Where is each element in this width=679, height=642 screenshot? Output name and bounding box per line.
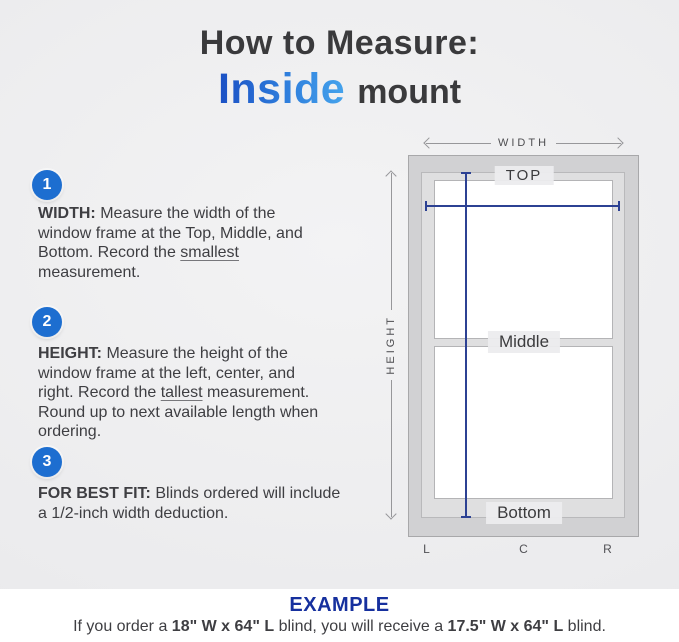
step-1-line-2: window frame at the Top, Middle, and xyxy=(38,224,303,242)
example-received-size: 17.5" W x 64" L xyxy=(447,618,564,635)
label-center: C xyxy=(519,542,529,556)
example-ordered-size: 18" W x 64" L xyxy=(171,618,275,635)
height-arrow-label: HEIGHT xyxy=(385,315,397,375)
arrow-line xyxy=(391,380,392,517)
height-measure-line xyxy=(465,172,467,518)
step-2-line-1: HEIGHT: Measure the height of the xyxy=(38,345,288,362)
step-3-badge: 3 xyxy=(32,447,62,477)
header xyxy=(0,24,679,114)
step-1-badge: 1 xyxy=(32,170,62,200)
step-2-line-4: Round up to next available length when xyxy=(38,403,319,421)
window-pane-upper xyxy=(434,180,613,339)
arrow-line xyxy=(426,143,491,144)
example-sentence: If you order a 18" W x 64" L blind, you will receive a 17.5" W x 64" L blind. xyxy=(73,618,606,635)
label-right: R xyxy=(603,542,613,556)
step-2-line-5: ordering. xyxy=(38,423,102,440)
subtitle-accent-inside: Inside xyxy=(217,65,346,113)
step-3-line-2: a 1/2-inch width deduction. xyxy=(38,504,229,522)
window-pane-lower xyxy=(434,346,613,499)
label-top: TOP xyxy=(495,166,554,185)
arrowhead-left-icon xyxy=(423,137,434,148)
step-1-line-1: WIDTH: Measure the width of the xyxy=(38,205,276,222)
example-footer xyxy=(0,589,679,642)
width-measure-line xyxy=(425,205,620,207)
step-2-text xyxy=(38,344,388,442)
arrowhead-up-icon xyxy=(385,170,396,181)
step-2-badge: 2 xyxy=(32,307,62,337)
window-diagram xyxy=(378,128,670,573)
step-2-line-3: right. Record the tallest measurement. xyxy=(38,384,310,401)
page-title: How to Measure: xyxy=(199,24,480,62)
step-1-line-4: measurement. xyxy=(38,263,141,281)
step-1-text xyxy=(38,204,388,282)
step-1-line-3: Bottom. Record the smallest xyxy=(38,244,239,261)
subtitle-mount: mount xyxy=(357,73,462,111)
step-3-line-1: FOR BEST FIT: Blinds ordered will include xyxy=(38,485,341,502)
step-3-text xyxy=(38,484,388,523)
arrowhead-down-icon xyxy=(385,508,396,519)
label-middle: Middle xyxy=(488,331,560,353)
label-left: L xyxy=(423,542,431,556)
label-bottom: Bottom xyxy=(486,502,562,524)
width-arrow xyxy=(425,137,622,149)
arrowhead-right-icon xyxy=(612,137,623,148)
arrow-line xyxy=(391,173,392,310)
width-arrow-label: WIDTH xyxy=(497,137,550,149)
example-heading: EXAMPLE xyxy=(289,594,390,616)
page-subtitle xyxy=(0,65,679,114)
height-arrow xyxy=(384,172,398,518)
step-2-line-2: window frame at the left, center, and xyxy=(38,364,296,382)
